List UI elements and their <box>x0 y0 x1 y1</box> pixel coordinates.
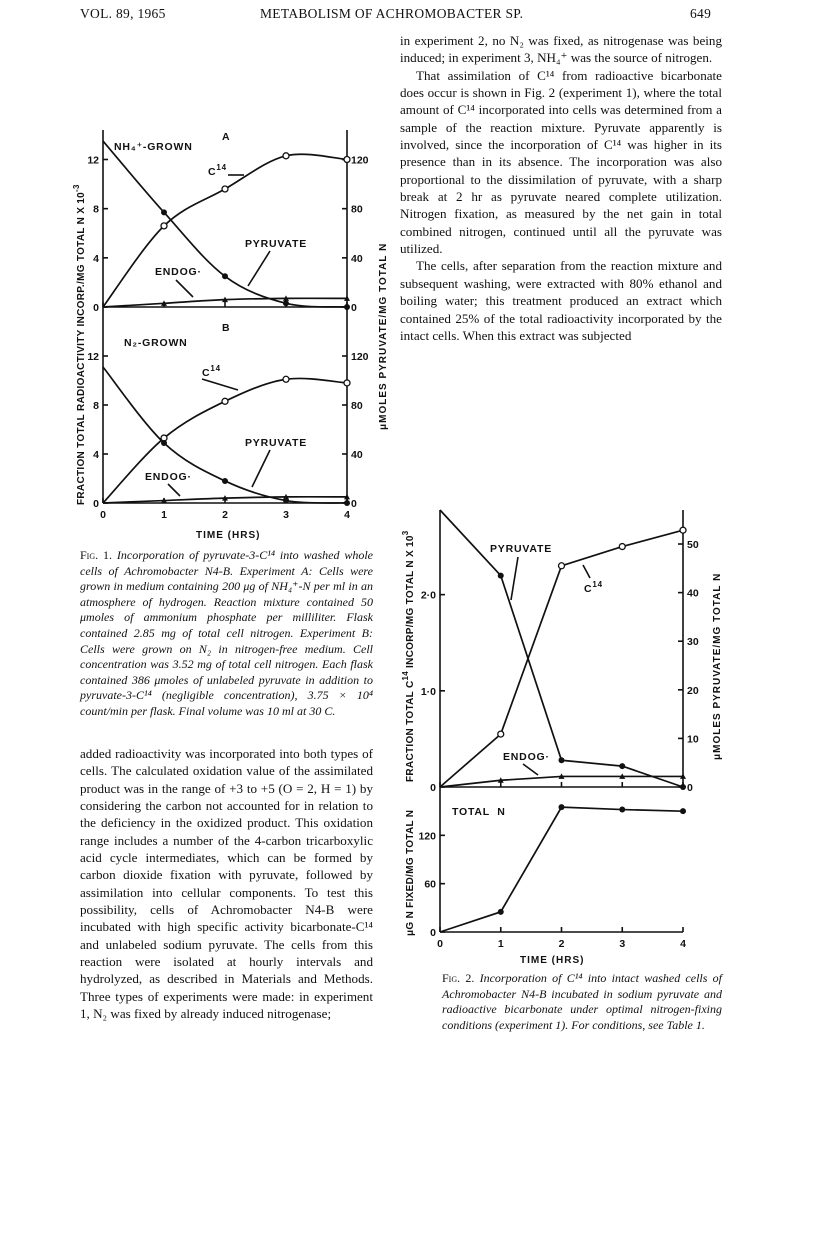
x-tick-label: 0 <box>437 938 443 950</box>
data-point <box>161 440 167 446</box>
leader-line <box>583 565 590 578</box>
y-right-tick-label: 10 <box>687 733 699 746</box>
x-tick-label: 4 <box>344 509 350 521</box>
leader-line <box>248 251 270 286</box>
y-tick-label: 120 <box>418 830 436 843</box>
data-point <box>222 273 228 279</box>
y-tick-label: 60 <box>424 878 436 891</box>
series-label-endog: ENDOG· <box>155 266 202 278</box>
y-tick-label: 4 <box>93 252 99 265</box>
y-right-tick-label: 40 <box>351 252 363 265</box>
leader-line <box>202 379 238 390</box>
series-line-c14 <box>103 154 347 307</box>
paragraph: That assimilation of C¹⁴ from radioactive bicarbonate does occur is shown in Fig. 2 (experiment 1), where the total amount of C¹⁴ incorporated into cells was determined from a sample of the reaction mixture. Pyruvate apparently is involved, since the incorporation of C¹⁴ was higher in its presence than in its absence. The incorporation was also proportional to the dissimilation of pyruvate, with a sharp break at 2 hr as pyruvate neared complete utilization. Nitrogen fixation, as measured by the net gain in total combined nitrogen, continued until all the pyruvate was utilized. <box>400 67 722 257</box>
series-label-pyruvate: PYRUVATE <box>490 543 553 555</box>
x-tick-label: 2 <box>558 938 565 950</box>
fig1-right-axis-label: μMOLES PYRUVATE/MG TOTAL N <box>378 242 389 430</box>
series-line-pyruvate <box>440 510 683 787</box>
panel-a-title: A <box>222 131 231 143</box>
series-label-c14: $C^{14}$ <box>208 163 227 178</box>
paragraph: in experiment 2, no N₂ was fixed, as nitrogenase was being induced; in experiment 3, NH₄⁺ was the source of nitrogen. <box>400 33 722 66</box>
x-tick-label: 0 <box>100 509 106 521</box>
series-label-endog: ENDOG· <box>503 751 550 763</box>
data-point <box>161 223 167 229</box>
x-tick-label: 2 <box>222 509 228 521</box>
series-label-c14: $C^{14}$ <box>202 364 221 379</box>
data-point <box>222 186 228 192</box>
journal-volume: VOL. 89, 1965 <box>80 6 166 21</box>
data-point <box>559 563 565 569</box>
y-right-tick-label: 0 <box>351 302 357 314</box>
y-tick-label: 8 <box>93 203 99 216</box>
y-tick-label: 12 <box>87 154 99 167</box>
page-number: 649 <box>690 6 712 21</box>
series-line-total-n <box>440 807 683 932</box>
y-right-tick-label: 80 <box>351 203 363 216</box>
fig1-left-axis-label: FRACTION TOTAL RADIOACTIVITY INCORP./MG TOTAL N X $10^{-3}$ <box>72 184 87 505</box>
y-right-tick-label: 120 <box>351 154 369 167</box>
y-right-tick-label: 40 <box>351 449 363 461</box>
y-tick-label: 0 <box>430 782 436 794</box>
y-right-tick-label: 0 <box>351 498 357 510</box>
data-point <box>680 527 686 533</box>
data-point <box>680 808 686 814</box>
y-right-tick-label: 50 <box>687 539 699 552</box>
data-point <box>619 807 625 813</box>
y-tick-label: 1·0 <box>420 685 436 698</box>
data-point <box>498 731 504 737</box>
caption-text: Incorporation of pyruvate-3-C¹⁴ into washed whole cells of Achromobacter N4-B. Experiment A: Cells were grown in medium containing 200 μg of NH₄⁺-N per ml in an atmosphere of hydrogen. Reaction mixture contained 50 μmoles of ammonium phosphate per milliliter. Flask contained 2.85 mg of total cell nitrogen. Experiment B: Cells were grown on N₂ in nitrogen-free medium. Cell concentration was 3.52 mg of total cell nitrogen. Each flask contained 386 μmoles of unlabeled pyruvate in addition to pyruvate-3-C¹⁴ (negligible concentration), 3.75 × 10⁴ count/min per flask. Final volume was 10 ml at 30 C. <box>80 548 373 718</box>
data-point <box>498 573 504 579</box>
y-tick-label: 12 <box>87 351 99 363</box>
data-point <box>619 544 625 550</box>
data-point <box>283 300 289 306</box>
y-right-tick-label: 120 <box>351 351 369 363</box>
y-right-tick-label: 40 <box>687 587 699 600</box>
y-tick-label: 0 <box>93 302 99 314</box>
series-label-endog: ENDOG· <box>145 471 192 483</box>
x-tick-label: 3 <box>283 509 289 521</box>
fig2-x-axis-label: TIME (HRS) <box>520 955 585 966</box>
x-tick-label: 4 <box>680 938 686 950</box>
data-point <box>283 153 289 159</box>
y-tick-label: 8 <box>93 400 99 412</box>
leader-line <box>252 450 270 487</box>
leader-line <box>168 484 180 496</box>
y-tick-label: 0 <box>93 498 99 510</box>
caption-text: Incorporation of C¹⁴ into intact washed cells of Achromobacter N4-B incubated in sodium pyruvate and radioactive bicarbonate under optimal nitrogen-fixing conditions (experiment 1). For conditions, see Table 1. <box>442 971 722 1032</box>
leader-line <box>523 764 538 775</box>
data-point <box>619 763 625 769</box>
paragraph: added radioactivity was incorporated into both types of cells. The calculated oxidation value of the assimilated product was in the range of +3 to +5 (O = 2, H = 1) by considering the carbon not accounted for in relation to the deficiency in the oxidized product. This oxidation range includes a number of the 4-carbon tricarboxylic acid cycle intermediates, which can be formed by carbon dioxide fixation with pyruvate, followed by assimilation into cellular components. To test this possibility, cells of Achromobacter N4-B were incubated with high specific activity bicarbonate-C¹⁴ and unlabeled sodium pyruvate. The cells from this reaction were isolated at hourly intervals and hydrolyzed, as described in Materials and Methods. Three types of experiments were made: in experiment 1, N₂ was fixed by already induced nitrogenase; <box>80 746 373 1022</box>
x-tick-label: 3 <box>619 938 626 950</box>
series-label-total-n: TOTAL N <box>452 806 506 818</box>
caption-label: Fig. 1. <box>80 548 112 562</box>
y-tick-label: 0 <box>430 927 436 939</box>
fig1-x-axis-label: TIME (HRS) <box>196 530 261 541</box>
running-title: METABOLISM OF ACHROMOBACTER SP. <box>260 6 524 21</box>
panel-a-condition: NH₄⁺-GROWN <box>114 141 193 153</box>
data-point <box>344 500 350 506</box>
data-point <box>559 757 565 763</box>
data-point <box>498 909 504 915</box>
data-point <box>559 804 565 810</box>
fig2-bottom-left-axis-label: μG N FIXED/MG TOTAL N <box>405 809 416 936</box>
series-label-c14: $C^{14}$ <box>584 580 603 595</box>
x-tick-label: 1 <box>497 938 504 950</box>
data-point <box>344 157 350 163</box>
x-tick-label: 1 <box>161 509 167 521</box>
data-point <box>344 380 350 386</box>
y-right-tick-label: 80 <box>351 400 363 412</box>
y-right-tick-label: 20 <box>687 684 699 697</box>
panel-b-condition: N₂-GROWN <box>124 337 188 349</box>
data-point <box>222 478 228 484</box>
caption-label: Fig. 2. <box>442 971 475 985</box>
data-point <box>161 209 167 215</box>
series-label-pyruvate: PYRUVATE <box>245 238 308 250</box>
y-right-tick-label: 30 <box>687 636 699 649</box>
data-point <box>680 784 686 790</box>
leader-line <box>176 280 193 297</box>
y-tick-label: 2·0 <box>420 589 436 602</box>
panel-b-title: B <box>222 322 231 334</box>
paragraph: The cells, after separation from the reaction mixture and subsequent washing, were extracted with 80% ethanol and boiling water; this treatment produced an extract which contained 25% of the total radioactivity incorporated by the intact cells. When this extract was subjected <box>400 258 722 343</box>
fig2-right-axis-label: μMOLES PYRUVATE/MG TOTAL N <box>712 572 723 760</box>
y-tick-label: 4 <box>93 449 99 461</box>
data-point <box>222 398 228 404</box>
series-label-pyruvate: PYRUVATE <box>245 437 308 449</box>
y-right-tick-label: 0 <box>687 782 693 794</box>
leader-line <box>511 557 518 600</box>
series-line-c14 <box>103 378 347 503</box>
fig2-left-axis-label: FRACTION TOTAL $C^{14}$ INCORP/MG TOTAL N X $10^3$ <box>401 530 416 782</box>
data-point <box>283 376 289 382</box>
